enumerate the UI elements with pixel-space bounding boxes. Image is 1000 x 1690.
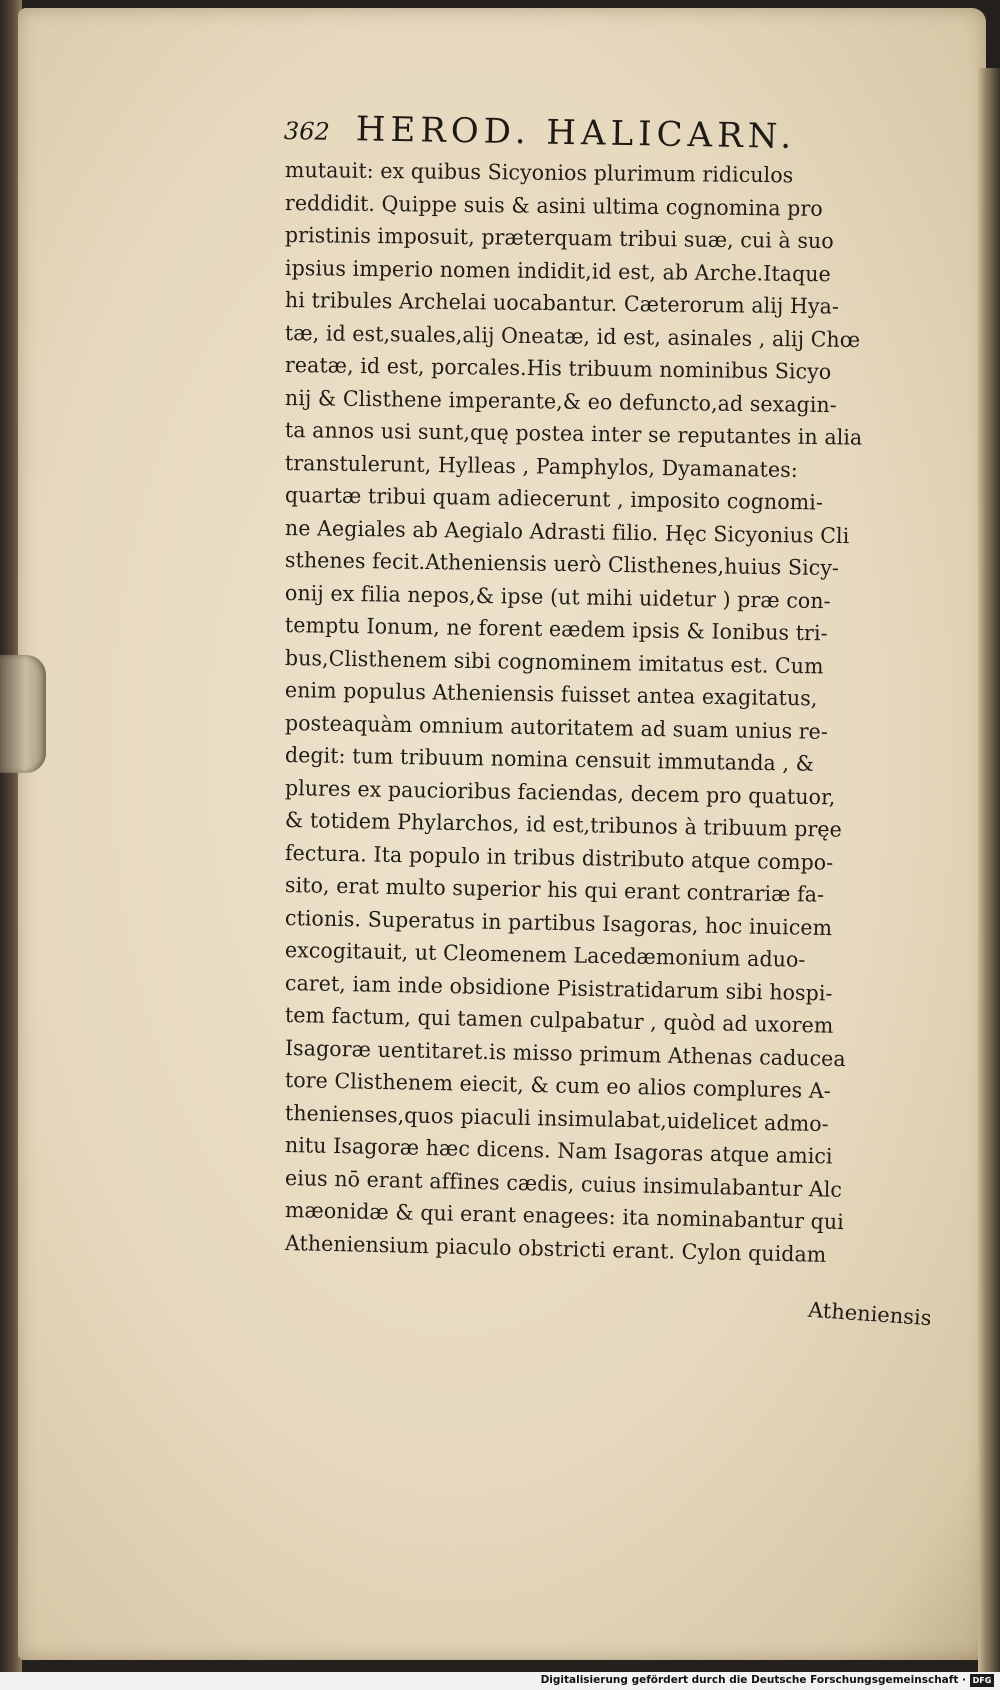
footer-credit: Digitalisierung gefördert durch die Deutsche Forschungsgemeinschaft ·: [540, 1674, 966, 1686]
text-line: caret, iam inde obsidione Pisistratidarum sibi hospi-: [284, 969, 833, 1006]
text-line: excogitauit, ut Cleomenem Lacedæmonium aduo-: [284, 937, 806, 972]
text-line: ta annos usi sunt,quę postea inter se reputantes in alia: [284, 417, 863, 450]
text-line: reddidit. Quippe suis & asini ultima cognomina pro: [284, 189, 823, 221]
text-line: mæonidæ & qui erant enagees: ita nominabantur qui: [284, 1197, 845, 1235]
clip-tab: [0, 655, 46, 773]
text-line: tore Clisthenem eiecit, & cum eo alios complures A-: [284, 1067, 832, 1104]
body-text: [284, 154, 895, 1267]
text-line: sito, erat multo superior his qui erant contrariæ fa-: [284, 872, 825, 907]
dfg-logo: DFG: [970, 1674, 994, 1687]
text-line: sthenes fecit.Atheniensis uerò Clisthenes,huius Sicy-: [284, 547, 840, 581]
page-stack-right: [978, 68, 1000, 1672]
text-line: nitu Isagoræ hæc dicens. Nam Isagoras atque amici: [284, 1132, 833, 1169]
text-line: ipsius imperio nomen indidit,id est, ab Arche.Itaque: [284, 254, 831, 286]
text-line: plures ex paucioribus faciendas, decem pro quatuor,: [284, 774, 836, 809]
text-line: ne Aegiales ab Aegialo Adrasti filio. Hęc Sicyonius Cli: [284, 514, 850, 548]
text-line: temptu Ionum, ne forent eædem ipsis & Ionibus tri-: [284, 612, 828, 646]
text-line: nij & Clisthene imperante,& eo defuncto,ad sexagin-: [284, 384, 837, 417]
text-line: thenienses,quos piaculi insimulabat,uidelicet admo-: [284, 1099, 829, 1136]
text-line: degit: tum tribuum nomina censuit immutanda , &: [284, 742, 815, 776]
text-line: enim populus Atheniensis fuisset antea exagitatus,: [284, 677, 818, 711]
text-line: transtulerunt, Hylleas , Pamphylos, Dyamanates:: [284, 449, 798, 482]
text-line: ctionis. Superatus in partibus Isagoras, hoc inuicem: [284, 904, 833, 940]
text-line: posteaquàm omnium autoritatem ad suam unius re-: [284, 709, 829, 744]
text-line: pristinis imposuit, præterquam tribui suæ, cui à suo: [284, 222, 834, 254]
text-line: hi tribules Archelai uocabantur. Cæterorum alij Hya-: [284, 287, 840, 319]
text-line: tæ, id est,suales,alij Oneatæ, id est, asinales , alij Chœ: [284, 319, 861, 352]
catchword: Atheniensis: [807, 1297, 933, 1331]
text-line: fectura. Ita populo in tribus distributo atque compo-: [284, 839, 834, 875]
running-title: HEROD. HALICARN.: [355, 109, 797, 157]
text-line: Isagoræ uentitaret.is misso primum Athenas caducea: [284, 1034, 846, 1071]
page-number: 362: [283, 117, 330, 146]
text-line: quartæ tribui quam adiecerunt , imposito cognomi-: [284, 482, 824, 515]
text-line: reatæ, id est, porcales.His tribuum nominibus Sicyo: [284, 352, 832, 384]
text-line: mutauit: ex quibus Sicyonios plurimum ridiculos: [284, 157, 794, 188]
text-line: onij ex filia nepos,& ipse (ut mihi uidetur ) præ con-: [284, 579, 831, 613]
text-line: tem factum, qui tamen culpabatur , quòd ad uxorem: [284, 1002, 834, 1038]
text-line: Atheniensium piaculo obstricti erant. Cylon quidam: [284, 1229, 827, 1267]
text-line: eius nō erant affines cædis, cuius insimulabantur Alc: [284, 1164, 843, 1202]
text-line: & totidem Phylarchos, id est,tribunos à tribuum pręe: [284, 807, 843, 842]
text-line: bus,Clisthenem sibi cognominem imitatus est. Cum: [284, 644, 824, 678]
